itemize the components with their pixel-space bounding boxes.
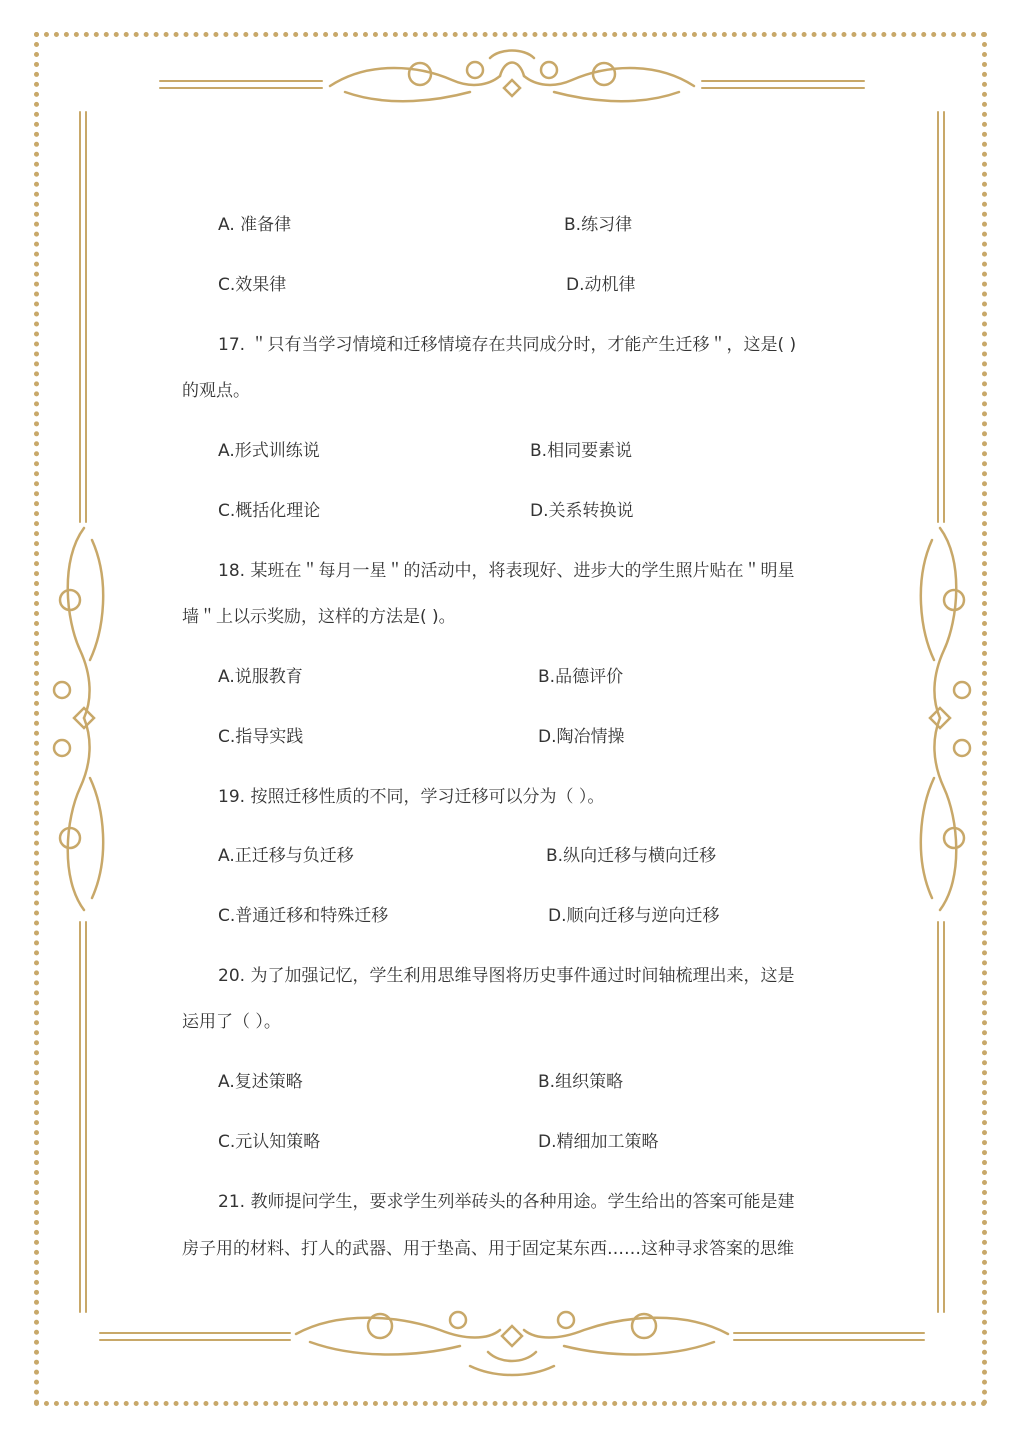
q19-option-c: C.普通迁移和特殊迁移 [218,906,389,926]
bottom-scroll-ornament [296,1312,728,1375]
q20-option-c: C.元认知策略 [218,1132,321,1152]
q20-option-d: D.精细加工策略 [538,1132,659,1152]
q19-stem: 19. 按照迁移性质的不同，学习迁移可以分为（ ）。 [218,787,605,807]
left-rule-bottom [80,922,86,1312]
q20-option-a: A.复述策略 [218,1072,303,1092]
q16-option-a: A. 准备律 [218,215,292,235]
q18-option-d: D.陶冶情操 [538,727,625,747]
q20-stem-line1: 20. 为了加强记忆，学生利用思维导图将历史事件通过时间轴梳理出来，这是 [218,966,795,986]
top-scroll-ornament [330,51,694,102]
top-rule-left [160,81,322,88]
q17-option-a: A.形式训练说 [218,441,320,461]
q20-option-b: B.组织策略 [538,1072,624,1092]
q21-stem-line1: 21. 教师提问学生，要求学生列举砖头的各种用途。学生给出的答案可能是建 [218,1192,795,1212]
bottom-rule-right [734,1333,924,1340]
left-rule-top [80,112,86,522]
q17-option-b: B.相同要素说 [530,441,633,461]
top-rule-right [702,81,864,88]
q18-stem-line1: 18. 某班在＂每月一星＂的活动中，将表现好、进步大的学生照片贴在＂明星 [218,561,795,581]
q17-stem-line1: 17. ＂只有当学习情境和迁移情境存在共同成分时，才能产生迁移＂，这是( ) [218,335,797,355]
q19-option-a: A.正迁移与负迁移 [218,846,354,866]
right-rule-top [938,112,944,522]
q17-stem-line2: 的观点。 [182,381,250,401]
right-rule-bottom [938,922,944,1312]
q18-option-b: B.品德评价 [538,667,624,687]
q19-option-d: D.顺向迁移与逆向迁移 [548,906,720,926]
left-scroll-ornament [54,528,103,910]
q17-option-c: C.概括化理论 [218,501,321,521]
q16-option-c: C.效果律 [218,275,287,295]
q17-option-d: D.关系转换说 [530,501,634,521]
bottom-rule-left [100,1333,290,1340]
q18-option-c: C.指导实践 [218,727,304,747]
q21-stem-line2: 房子用的材料、打人的武器、用于垫高、用于固定某东西……这种寻求答案的思维 [182,1239,794,1259]
q18-stem-line2: 墙＂上以示奖励，这样的方法是( )。 [182,607,456,627]
right-scroll-ornament [921,528,970,910]
q16-option-d: D.动机律 [566,275,636,295]
q19-option-b: B.纵向迁移与横向迁移 [546,846,717,866]
q18-option-a: A.说服教育 [218,667,303,687]
q20-stem-line2: 运用了（ ）。 [182,1012,281,1032]
q16-option-b: B.练习律 [564,215,633,235]
